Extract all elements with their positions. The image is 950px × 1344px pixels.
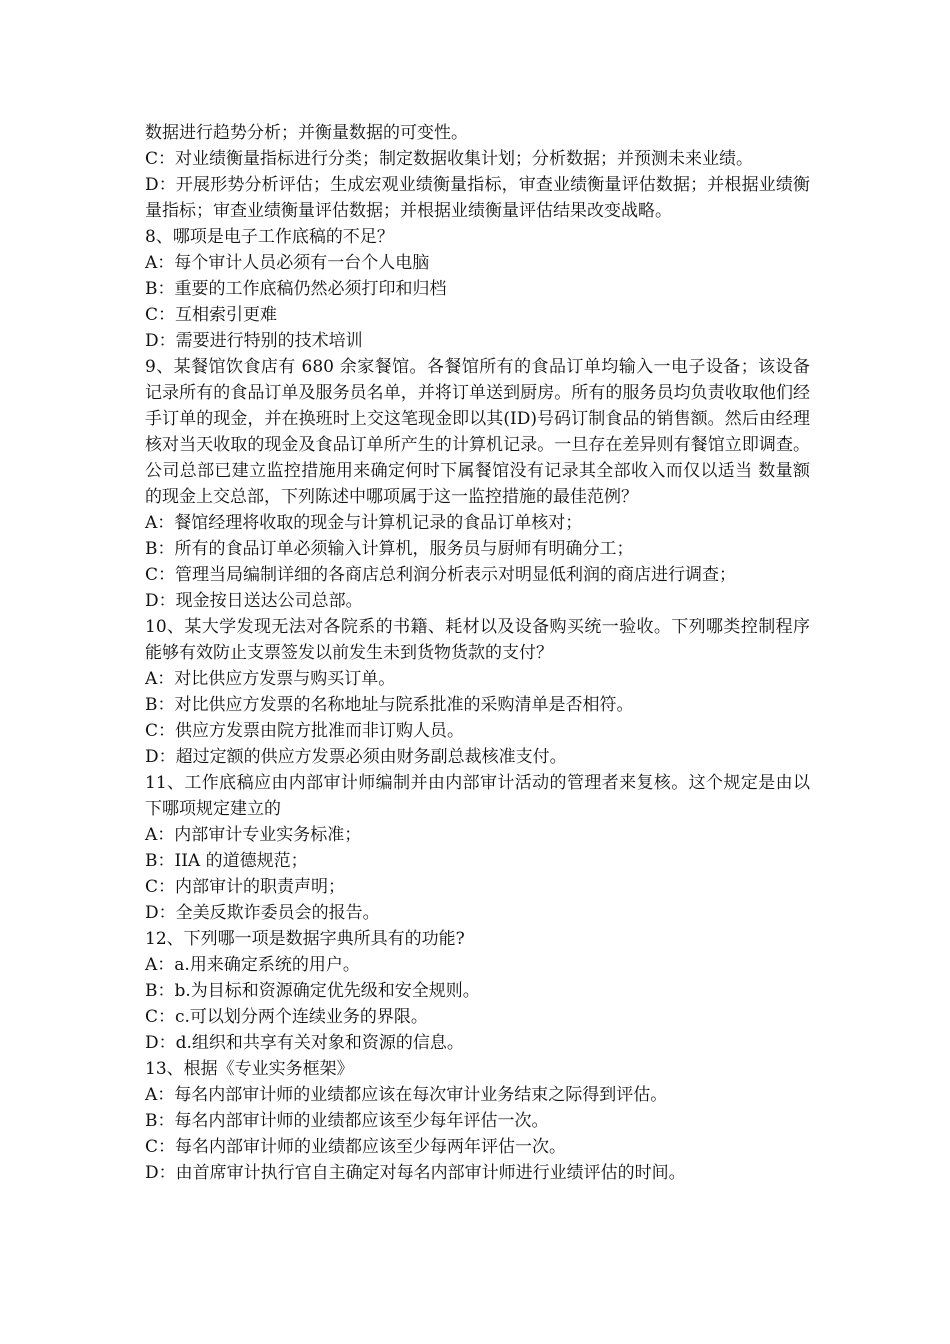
option-c: C：互相索引更难: [145, 305, 278, 325]
text-line: 数据进行趋势分析；并衡量数据的可变性。: [145, 123, 468, 143]
question-12: 12、下列哪一项是数据字典所具有的功能?: [145, 929, 465, 949]
option-d: D：d.组织和共享有关对象和资源的信息。: [145, 1033, 464, 1053]
option-b: B：对比供应方发票的名称地址与院系批准的采购清单是否相符。: [145, 695, 634, 715]
option-b: B：每名内部审计师的业绩都应该至少每年评估一次。: [145, 1111, 549, 1131]
option-c: C：对业绩衡量指标进行分类；制定数据收集计划；分析数据；并预测未来业绩。: [145, 149, 754, 169]
option-c: C：内部审计的职责声明；: [145, 877, 346, 897]
option-d: D：由首席审计执行官自主确定对每名内部审计师进行业绩评估的时间。: [145, 1163, 686, 1183]
document-body: [145, 120, 810, 1186]
option-a: A：a.用来确定系统的用户。: [145, 955, 360, 975]
option-a: A：内部审计专业实务标准；: [145, 825, 362, 845]
option-a: A：每个审计人员必须有一台个人电脑: [145, 253, 430, 273]
option-b: B：b.为目标和资源确定优先级和安全规则。: [145, 981, 480, 1001]
option-d: D：现金按日送达公司总部。: [145, 591, 363, 611]
question-10: 10、某大学发现无法对各院系的书籍、耗材以及设备购买统一验收。下列哪类控制程序能够有效防止支票签发以前发生未到货物货款的支付？: [145, 617, 810, 663]
question-8: 8、哪项是电子工作底稿的不足？: [145, 227, 394, 247]
option-a: A：餐馆经理将收取的现金与计算机记录的食品订单核对；: [145, 513, 583, 533]
option-c: C：管理当局编制详细的各商店总利润分析表示对明显低利润的商店进行调查；: [145, 565, 737, 585]
option-a: A：每名内部审计师的业绩都应该在每次审计业务结束之际得到评估。: [145, 1085, 668, 1105]
option-d: D：全美反欺诈委员会的报告。: [145, 903, 380, 923]
question-13: 13、根据《专业实务框架》: [145, 1059, 354, 1079]
question-9: 9、某餐馆饮食店有 680 余家餐馆。各餐馆所有的食品订单均输入一电子设备；该设备记录所有的食品订单及服务员名单，并将订单送到厨房。所有的服务员均负责收取他们经手订单的现金，并在换班时上交这笔现金即以其(ID)号码订制食品的销售额。然后由经理核对当天收取的现金及食品订单所产生的计算机记录。一旦存在差异则有餐馆立即调查。公司总部已建立监控措施用来确定何时下属餐馆没有记录其全部收入而仅以适当 数量额的现金上交总部，下列陈述中哪项属于这一监控措施的最佳范例？: [145, 357, 810, 507]
option-c: C：供应方发票由院方批准而非订购人员。: [145, 721, 465, 741]
question-11: 11、工作底稿应由内部审计师编制并由内部审计活动的管理者来复核。这个规定是由以下哪项规定建立的: [145, 773, 810, 819]
option-c: C：每名内部审计师的业绩都应该至少每两年评估一次。: [145, 1137, 567, 1157]
option-d: D：超过定额的供应方发票必须由财务副总裁核准支付。: [145, 747, 567, 767]
option-d: D：开展形势分析评估；生成宏观业绩衡量指标，审查业绩衡量评估数据；并根据业绩衡量指标；审查业绩衡量评估数据；并根据业绩衡量评估结果改变战略。: [145, 175, 810, 221]
option-a: A：对比供应方发票与购买订单。: [145, 669, 396, 689]
option-b: B：所有的食品订单必须输入计算机，服务员与厨师有明确分工；: [145, 539, 634, 559]
option-b: B：IIA 的道德规范；: [145, 851, 308, 871]
option-b: B：重要的工作底稿仍然必须打印和归档: [145, 279, 447, 299]
option-d: D：需要进行特别的技术培训: [145, 331, 363, 351]
option-c: C：c.可以划分两个连续业务的界限。: [145, 1007, 428, 1027]
